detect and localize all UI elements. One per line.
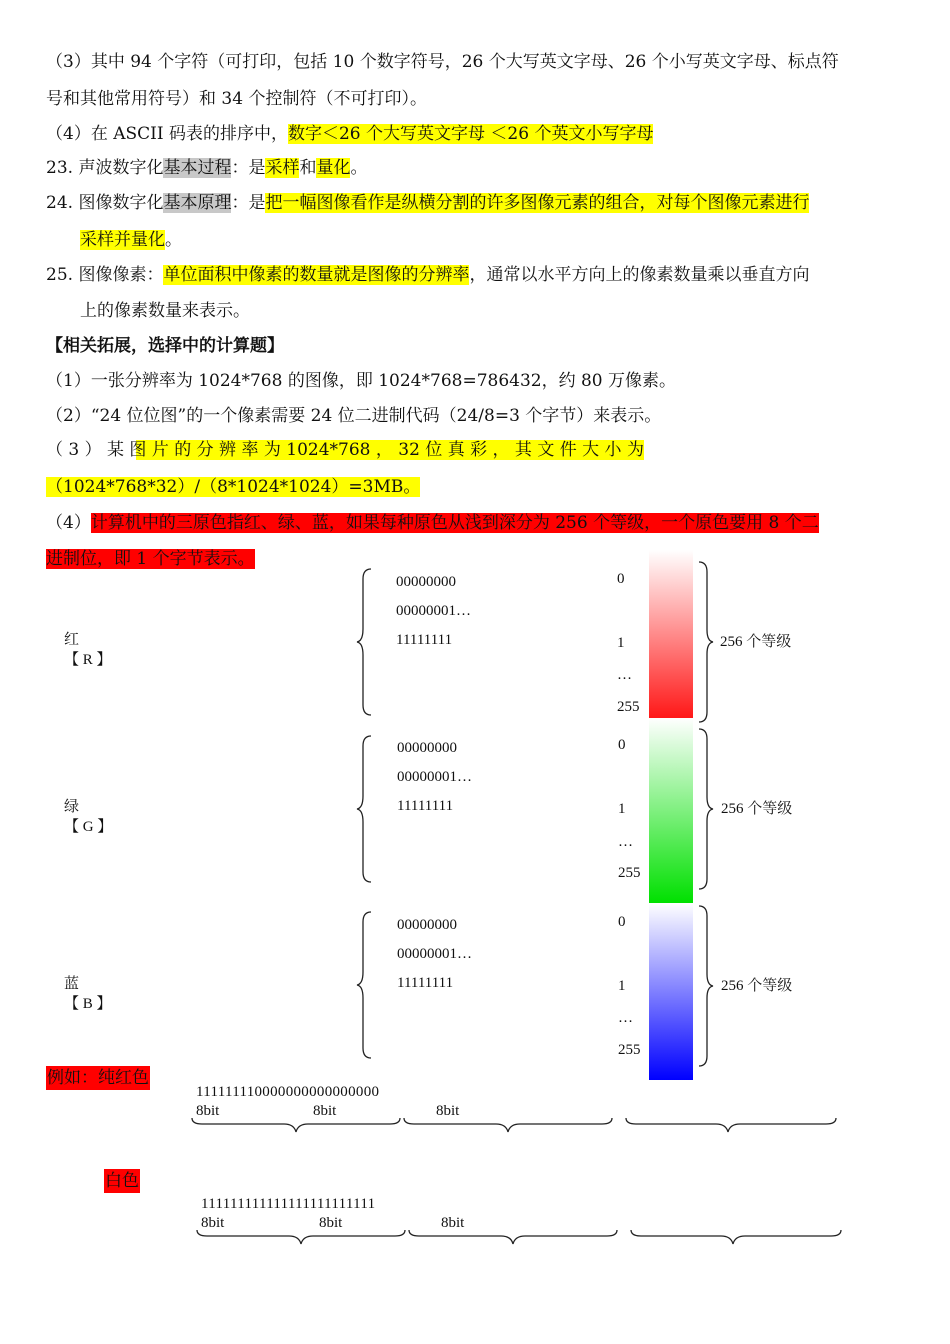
item-25-lead: 25. 图像像素： — [46, 265, 164, 285]
green-level-ellipsis: … — [618, 834, 633, 850]
calc-4-prefix: （4） — [46, 513, 91, 533]
channel-code-blue: 【 B 】 — [64, 996, 112, 1012]
example-white-bits: 111111111111111111111111 — [201, 1196, 376, 1212]
green-level-0: 0 — [618, 737, 626, 753]
blue-level-255: 255 — [618, 1042, 641, 1058]
item-24-lead: 24. 图像数字化 — [46, 193, 164, 213]
green-code-3: 11111111 — [397, 798, 454, 814]
green-level-1: 1 — [618, 801, 626, 817]
red-gradient-bar — [649, 550, 693, 735]
para-3-text-b: 号和其他常用符号）和 34 个控制符（不可打印）。 — [46, 89, 427, 109]
section-heading-text: 【相关拓展，选择中的计算题】 — [46, 336, 284, 356]
white-byte-braces — [195, 1228, 855, 1250]
item-24-mid: ：是 — [231, 193, 266, 213]
green-code-2: 00000001… — [397, 769, 472, 785]
red-byte-braces — [190, 1116, 850, 1138]
example-red-8bit-2: 8bit — [313, 1103, 337, 1119]
item-25-line-1 — [46, 263, 809, 287]
item-23-mid: ：是 — [231, 158, 266, 178]
left-brace-red — [355, 567, 375, 717]
red-level-ellipsis: … — [617, 667, 632, 683]
item-24-highlight-b: 采样并量化 — [80, 230, 165, 250]
calc-1-text: （1）一张分辨率为 1024*768 的图像，即 1024*768=786432，约 80 万像素。 — [46, 371, 677, 391]
right-brace-red — [697, 560, 717, 724]
right-brace-blue — [697, 904, 717, 1068]
right-brace-green — [697, 727, 717, 891]
item-25-text-b: 上的像素数量来表示。 — [80, 301, 250, 321]
calc-3-text-a: （ 3 ） 某 图 片 的 分 辨 率 为 1024*768 ， 32 位 真 彩 ， 其 文 件 大 小 为 — [46, 440, 644, 460]
item-24-highlight-a: 把一幅图像看作是纵横分割的许多图像元素的组合，对每个图像元素进行 — [265, 193, 810, 213]
item-23-end: 。 — [350, 158, 368, 178]
channel-code-red: 【 R 】 — [64, 652, 112, 668]
blue-level-ellipsis: … — [618, 1010, 633, 1026]
channel-name-blue: 蓝 — [64, 976, 80, 992]
green-gradient-bar — [649, 718, 693, 903]
item-23-hl-1: 采样 — [265, 158, 300, 178]
calc-1 — [46, 369, 676, 393]
example-red-8bit-1: 8bit — [196, 1103, 220, 1119]
calc-2-text: （2）“24 位位图”的一个像素需要 24 位二进制代码（24/8=3 个字节）来表示。 — [46, 406, 662, 426]
blue-level-1: 1 — [618, 978, 626, 994]
channel-name-green: 绿 — [64, 799, 80, 815]
green-level-255: 255 — [618, 865, 641, 881]
item-25-rest: ，通常以水平方向上的像素数量乘以垂直方向 — [469, 265, 810, 285]
red-levels-label: 256 个等级 — [720, 634, 792, 650]
red-level-1: 1 — [617, 635, 625, 651]
calc-4-highlight-a: 计算机中的三原色指红、绿、蓝，如果每种原色从浅到深分为 256 个等级，一个原色要用 8 个二 — [90, 513, 819, 533]
left-brace-blue — [355, 910, 375, 1060]
green-levels-label: 256 个等级 — [721, 801, 793, 817]
calc-4-line-2 — [46, 547, 255, 571]
item-23-and: 和 — [299, 158, 317, 178]
calc-3-line-1 — [46, 438, 644, 462]
item-24-key: 基本原理 — [163, 193, 232, 213]
red-code-3: 11111111 — [396, 632, 453, 648]
item-24-line-2 — [80, 228, 182, 252]
para-3-line-1 — [46, 50, 839, 74]
red-code-1: 00000000 — [396, 574, 456, 590]
section-heading — [46, 334, 284, 358]
para-3-line-2 — [46, 87, 427, 111]
blue-level-0: 0 — [618, 914, 626, 930]
para-4-highlight: 数字＜26 个大写英文字母 ＜26 个英文小写字母 — [287, 124, 654, 144]
item-25-highlight: 单位面积中像素的数量就是图像的分辨率 — [163, 265, 470, 285]
blue-gradient-bar — [649, 903, 693, 1080]
item-23-hl-2: 量化 — [316, 158, 351, 178]
para-3-text-a: （3）其中 94 个字符（可打印，包括 10 个数字符号，26 个大写英文字母、26 个小写英文字母、标点符 — [46, 52, 839, 72]
calc-4-line-1 — [46, 511, 819, 535]
example-red-8bit-3: 8bit — [436, 1103, 460, 1119]
example-red-bits: 111111110000000000000000 — [196, 1084, 380, 1100]
calc-4-highlight-b: 进制位，即 1 个字节表示。 — [46, 549, 255, 569]
example-red-label: 例如：纯红色 — [47, 1068, 149, 1088]
item-23 — [46, 156, 367, 180]
para-4-prefix: （4）在 ASCII 码表的排序中， — [46, 124, 288, 144]
example-white-label: 白色 — [105, 1171, 139, 1191]
channel-name-red: 红 — [64, 632, 80, 648]
green-code-1: 00000000 — [397, 740, 457, 756]
blue-code-2: 00000001… — [397, 946, 472, 962]
example-white-8bit-2: 8bit — [319, 1215, 343, 1231]
example-white-8bit-1: 8bit — [201, 1215, 225, 1231]
item-24-line-1 — [46, 191, 809, 215]
red-level-0: 0 — [617, 571, 625, 587]
blue-levels-label: 256 个等级 — [721, 978, 793, 994]
example-white-8bit-3: 8bit — [441, 1215, 465, 1231]
item-25-line-2 — [80, 299, 250, 323]
left-brace-green — [355, 734, 375, 884]
item-24-end: 。 — [165, 230, 182, 250]
red-code-2: 00000001… — [396, 603, 471, 619]
calc-3-text-b: （1024*768*32）/（8*1024*1024）=3MB。 — [46, 477, 421, 497]
red-level-255: 255 — [617, 699, 640, 715]
item-23-key: 基本过程 — [163, 158, 232, 178]
channel-code-green: 【 G 】 — [64, 819, 113, 835]
para-4 — [46, 122, 653, 146]
blue-code-3: 11111111 — [397, 975, 454, 991]
item-23-lead: 23. 声波数字化 — [46, 158, 164, 178]
calc-2 — [46, 404, 661, 428]
calc-3-line-2 — [46, 475, 420, 499]
blue-code-1: 00000000 — [397, 917, 457, 933]
